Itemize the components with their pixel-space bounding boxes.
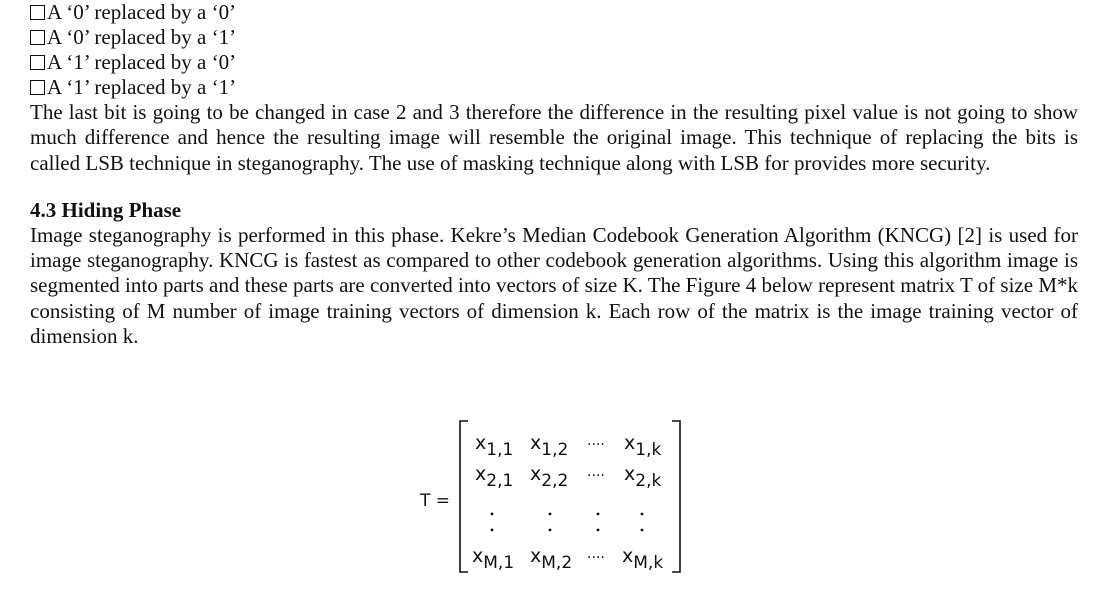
matrix-entry-1-k: x1,k bbox=[624, 432, 662, 460]
bullet-text: A ‘0’ replaced by a ‘1’ bbox=[47, 25, 237, 49]
checkbox-bullet-icon bbox=[30, 80, 45, 95]
checkbox-bullet-icon bbox=[30, 55, 45, 70]
lsb-paragraph: The last bit is going to be changed in case 2 and 3 therefore the difference in the resulting pixel value is not going to show much difference and hence the resulting image will resemble the original image. This technique of replacing the bits is called LSB technique in steganography. The use of masking technique along with LSB for provides more security. bbox=[30, 100, 1078, 175]
section-heading: 4.3 Hiding Phase bbox=[30, 197, 182, 222]
right-bracket bbox=[672, 421, 680, 572]
bullet-item bbox=[30, 75, 1078, 100]
row-ellipsis: ···· bbox=[587, 550, 605, 566]
matrix-label: T = bbox=[420, 491, 451, 511]
checkbox-bullet-icon bbox=[30, 30, 45, 45]
vertical-ellipsis-group bbox=[491, 513, 644, 532]
bullet-text: A ‘1’ replaced by a ‘1’ bbox=[47, 75, 237, 99]
row-ellipsis: ···· bbox=[587, 468, 605, 484]
bullet-item bbox=[30, 25, 1078, 50]
bullet-text: A ‘1’ replaced by a ‘0’ bbox=[47, 50, 237, 74]
bullet-list bbox=[30, 0, 1078, 100]
matrix-entry-1-1: x1,1 bbox=[475, 432, 514, 460]
matrix-entry-M-2: xM,2 bbox=[530, 545, 573, 573]
left-bracket bbox=[460, 421, 468, 572]
hiding-phase-paragraph: Image steganography is performed in this phase. Kekre’s Median Codebook Generation Algorithm (KNCG) [2] is used for image steganography. KNCG is fastest as compared to other codebook generation algorithms. Using this algorithm image is segmented into parts and these parts are converted into vectors of size K. The Figure 4 below represent matrix T of size M*k consisting of M number of image training vectors of dimension k. Each row of the matrix is the image training vector of dimension k. bbox=[30, 222, 1078, 349]
matrix-entry-2-2: x2,2 bbox=[530, 463, 569, 491]
bullet-item bbox=[30, 50, 1078, 75]
row-ellipsis: ···· bbox=[587, 437, 605, 453]
matrix-entry-1-2: x1,2 bbox=[530, 432, 569, 460]
matrix-entry-2-1: x2,1 bbox=[475, 463, 514, 491]
document-page bbox=[30, 0, 1078, 349]
bullet-text: A ‘0’ replaced by a ‘0’ bbox=[47, 0, 237, 24]
matrix-entry-2-k: x2,k bbox=[624, 463, 662, 491]
matrix-entry-M-k: xM,k bbox=[622, 545, 664, 573]
bullet-item bbox=[30, 0, 1078, 25]
checkbox-bullet-icon bbox=[30, 5, 45, 20]
matrix-entry-M-1: xM,1 bbox=[472, 545, 515, 573]
